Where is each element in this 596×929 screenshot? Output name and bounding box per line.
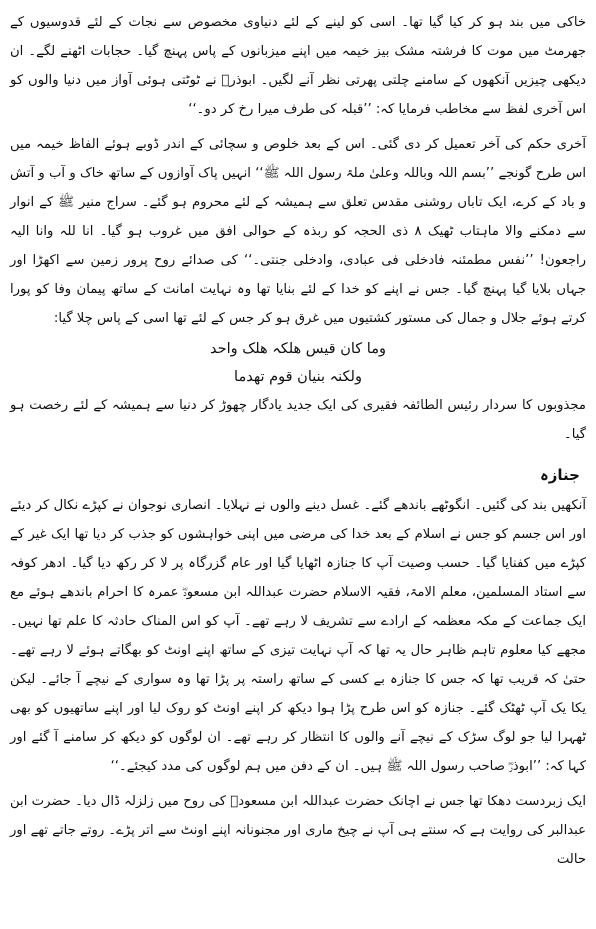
paragraph-top-1: خاکی میں بند ہو کر کیا گیا تھا۔ اسی کو لینے کے لئے دنیاوی مخصوص سے نجات کے لئے قدوسیوں کے جھرمٹ میں موت کا فرشتہ مشک بیز خیمہ میں اپنے میزبانوں کے پاس پہنچ گیا۔ حجابات اٹھنے لگے۔ ان دیکھی چیزیں آنکھوں کے سامنے چلتی پھرتی نظر آنے لگیں۔ ابوذرؓ نے ٹوٹتی ہوئی آواز میں دنیا والوں کو اس آخری لفظ سے مخاطب فرمایا کہ: ’’قبلہ کی طرف میرا رخ کر دو۔‘‘	[10, 15, 586, 117]
paragraph-bottom-1: آنکھیں بند کی گئیں۔ انگوٹھے باندھے گئے۔ غسل دینے والوں نے نہلایا۔ انصاری نوجوان نے کپڑے نکال کر دیئے اور اس جسم کو جس نے اسلام کے بعد خدا کی مرضی میں اپنی خواہشوں کو جذب کر دیا تھا ایک غیر کے کپڑے میں کفنایا گیا۔ حسب وصیت آپ کا جنازہ اٹھایا گیا اور عام گزرگاہ پر لا کر رکھ دیا گیا۔ ادھر کوفہ سے استاد المسلمین، معلم الامۃ، فقیہ الاسلام حضرت عبداللہ ابن مسعودؓ عمرہ کا احرام باندھے ہوئے مع ایک جماعت کے مکہ معظمہ کے ارادے سے تشریف لا رہے تھے۔ آپ کو اس المناک حادثہ کا علم تھا نہیں۔ مجھے کیا معلوم تاہم ظاہر حال یہ تھا کہ آپ نہایت تیزی کے ساتھ اپنے اونٹ کو بھگاتے ہوئے لا رہے تھے۔ حتیٰ کہ قریب تھا کہ جس کا جنازہ بے کسی کے ساتھ راستہ پر پڑا تھا وہ سواری کے نیچے آ جائے۔ لیکن یکا یک آپ ٹھٹک گئے۔ جنازہ کو اس طرح پڑا ہوا دیکھ کر اپنے اونٹ کو روک لیا اور اپنے ساتھیوں کو بھی ٹھہرا لیا جو لوگ سڑک کے نیچے آنے والوں کا انتظار کر رہے تھے۔ ان لوگوں کو دیکھ کر سامنے آ گئے اور کہا کہ: ’’ابوذرؓ صاحب رسول اللہ ﷺ ہیں۔ ان کے دفن میں ہم لوگوں کی مدد کیجئے۔‘‘	[10, 498, 586, 774]
closing-line: مجذوبوں کا سردار رئیس الطائفہ فقیری کی ایک جدید یادگار چھوڑ کر دنیا سے ہمیشہ کے لئے رخصت ہو گیا۔	[10, 398, 586, 442]
section-heading: جنازہ	[540, 466, 580, 484]
poem-line-1: وما کان قیس ھلکہ ھلک واحد	[210, 341, 386, 357]
poem-line-2: ولکنہ بنیان قوم تھدما	[234, 369, 362, 385]
paragraph-bottom-2: ایک زبردست دھکا تھا جس نے اچانک حضرت عبداللہ ابن مسعودؓ کی روح میں زلزلہ ڈال دیا۔ حضرت ابن عبدالبر کی روایت ہے کہ سنتے ہی آپ نے چیخ ماری اور مجنونانہ اپنے اونٹ سے اتر پڑے۔ روتے جاتے تھے اور حالت	[10, 794, 586, 867]
paragraph-top-2: آخری حکم کی آخر تعمیل کر دی گئی۔ اس کے بعد خلوص و سچائی کے اندر ڈوبے ہوئے الفاظ خیمہ میں اس طرح گونجے ’’بسم اللہ وباللہ وعلیٰ ملۃ رسول اللہ ﷺ‘‘ انہیں پاک آوازوں کے ساتھ خاک و آب و آتش و باد کے کرے، ایک تاباں روشنی مقدس تعلق سے ہمیشہ کے لئے محروم ہو گئے۔ سراج منیر ﷺ کے انوار سے دمکنے والا ماہتاب ٹھیک ۸ ذی الحجہ کو ربذہ کے حوالی افق میں غروب ہو گیا۔ انا للہ وانا الیہ راجعون! ’’نفس مطمئنہ فادخلی فی عبادی، وادخلی جنتی۔‘‘ کی صدائے روح پرور زمین سے اکھڑا اور جہاں بلایا گیا پہنچ گیا۔ جس نے اپنے کو خدا کے لئے بنایا تھا وہ نہایت امانت کے ساتھ پیمان وفا کو پورا کرتے ہوئے جلال و جمال کی مستور کشتیوں میں غرق ہو کر جس کے لئے تھا اسی کے پاس چلا گیا:	[10, 137, 586, 326]
poem-block	[10, 335, 586, 391]
